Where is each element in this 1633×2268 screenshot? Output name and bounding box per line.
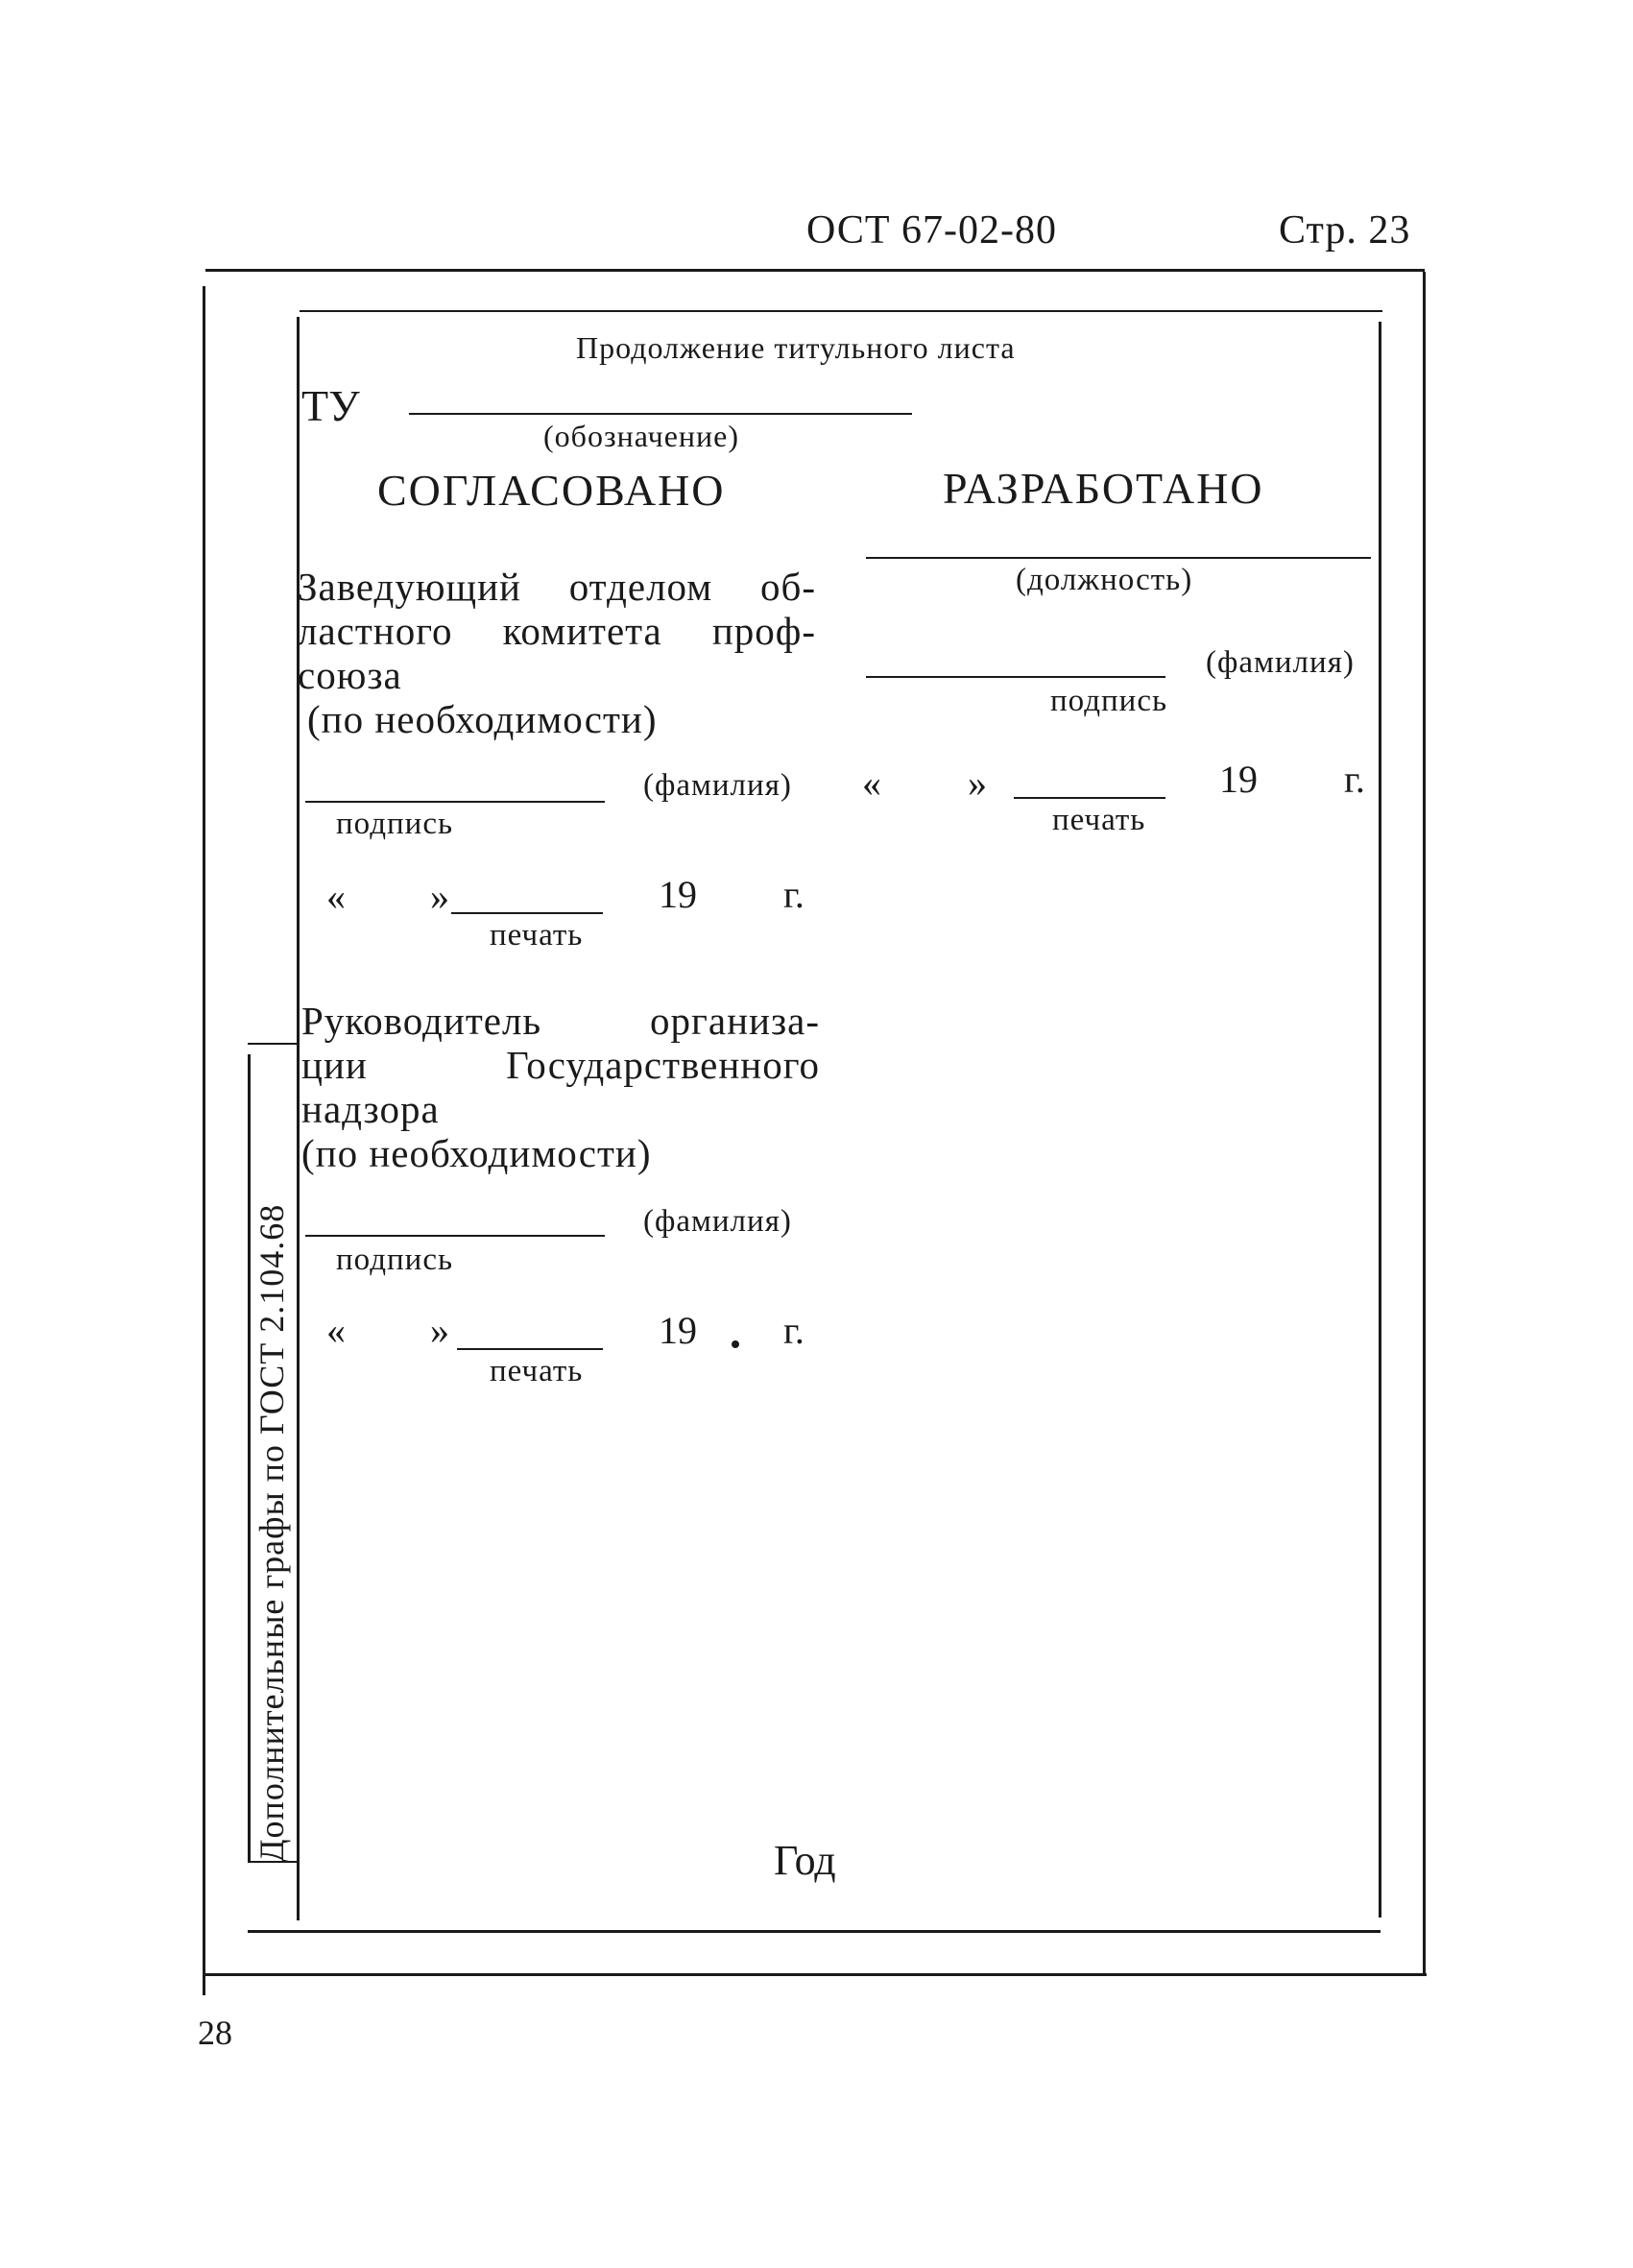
outer-frame-bottom: [203, 1973, 1427, 1976]
document-code: ОСТ 67-02-80: [806, 208, 1057, 253]
developed-date-line[interactable]: [1014, 797, 1165, 799]
agreed-1-surname-label: (фамилия): [643, 768, 792, 803]
outer-frame-left: [203, 286, 205, 1995]
agreed-2-year: 19: [659, 1309, 697, 1352]
continuation-title: Продолжение титульного листа: [576, 330, 1016, 365]
agreed-1-quote-open: «: [326, 875, 346, 918]
agreed-block-1-line-3: союза: [298, 653, 402, 697]
agreed-1-signature-line[interactable]: [305, 801, 605, 803]
agreed-block-1: [298, 565, 816, 741]
outer-frame-top: [205, 269, 1425, 272]
developed-year-suffix: г.: [1344, 758, 1365, 801]
side-note: Дополнительные графы по ГОСТ 2.104.68: [252, 1203, 291, 1863]
side-box-left: [248, 1054, 251, 1861]
agreed-1-quote-close: »: [430, 875, 449, 918]
agreed-block-2-line-4: (по необходимости): [301, 1131, 652, 1175]
developed-quote-open: «: [862, 761, 881, 805]
agreed-2-signature-label: подпись: [336, 1243, 454, 1277]
agreed-1-year: 19: [659, 873, 697, 916]
developed-signature-line[interactable]: [866, 676, 1165, 678]
developed-signature-label: подпись: [1050, 684, 1168, 718]
agreed-block-1-line-4: (по необходимости): [307, 697, 658, 741]
agreed-2-year-suffix: г.: [783, 1309, 804, 1352]
agreed-block-2-line-3: надзора: [301, 1087, 440, 1131]
agreed-2-quote-open: «: [326, 1309, 346, 1352]
developed-position-label: (должность): [1016, 563, 1193, 597]
form-frame-bottom: [248, 1930, 1381, 1933]
agreed-1-year-suffix: г.: [783, 873, 804, 916]
developed-year: 19: [1219, 758, 1258, 801]
developed-quote-close: »: [968, 761, 987, 805]
agreed-block-2-line-1: Руководитель организа-: [301, 999, 820, 1043]
agreed-2-quote-close: »: [430, 1309, 449, 1352]
agreed-2-signature-line[interactable]: [305, 1235, 605, 1237]
agreed-1-stamp-label: печать: [490, 918, 584, 953]
developed-position-line[interactable]: [866, 557, 1371, 559]
tu-line: [409, 413, 912, 415]
outer-frame-right: [1423, 272, 1426, 1973]
agreed-block-1-line-1: Заведующий отделом об-: [298, 565, 816, 609]
page-label: Стр. 23: [1279, 208, 1411, 253]
agreed-block-2-line-2: ции Государственного: [301, 1043, 820, 1087]
form-frame-right: [1379, 322, 1381, 1918]
agreed-heading: СОГЛАСОВАНО: [377, 466, 726, 515]
agreed-1-signature-label: подпись: [336, 807, 454, 841]
agreed-1-date-line[interactable]: [451, 912, 603, 914]
agreed-block-1-line-2: ластного комитета проф-: [298, 609, 816, 653]
form-frame-top: [300, 310, 1382, 312]
form-frame-left: [297, 317, 300, 1920]
side-box-top: [248, 1043, 298, 1045]
developed-stamp-label: печать: [1052, 803, 1146, 837]
year-footer: Год: [774, 1837, 836, 1884]
tu-label: ТУ: [301, 381, 360, 430]
developed-surname-label: (фамилия): [1206, 645, 1355, 680]
ink-dot-mark: [732, 1340, 739, 1348]
agreed-2-surname-label: (фамилия): [643, 1204, 792, 1239]
agreed-2-stamp-label: печать: [490, 1354, 584, 1388]
developed-heading: РАЗРАБОТАНО: [943, 464, 1264, 513]
agreed-2-date-line[interactable]: [457, 1348, 603, 1350]
page-number: 28: [198, 2014, 232, 2052]
tu-caption: (обозначение): [543, 419, 740, 453]
agreed-block-2: [301, 999, 820, 1175]
